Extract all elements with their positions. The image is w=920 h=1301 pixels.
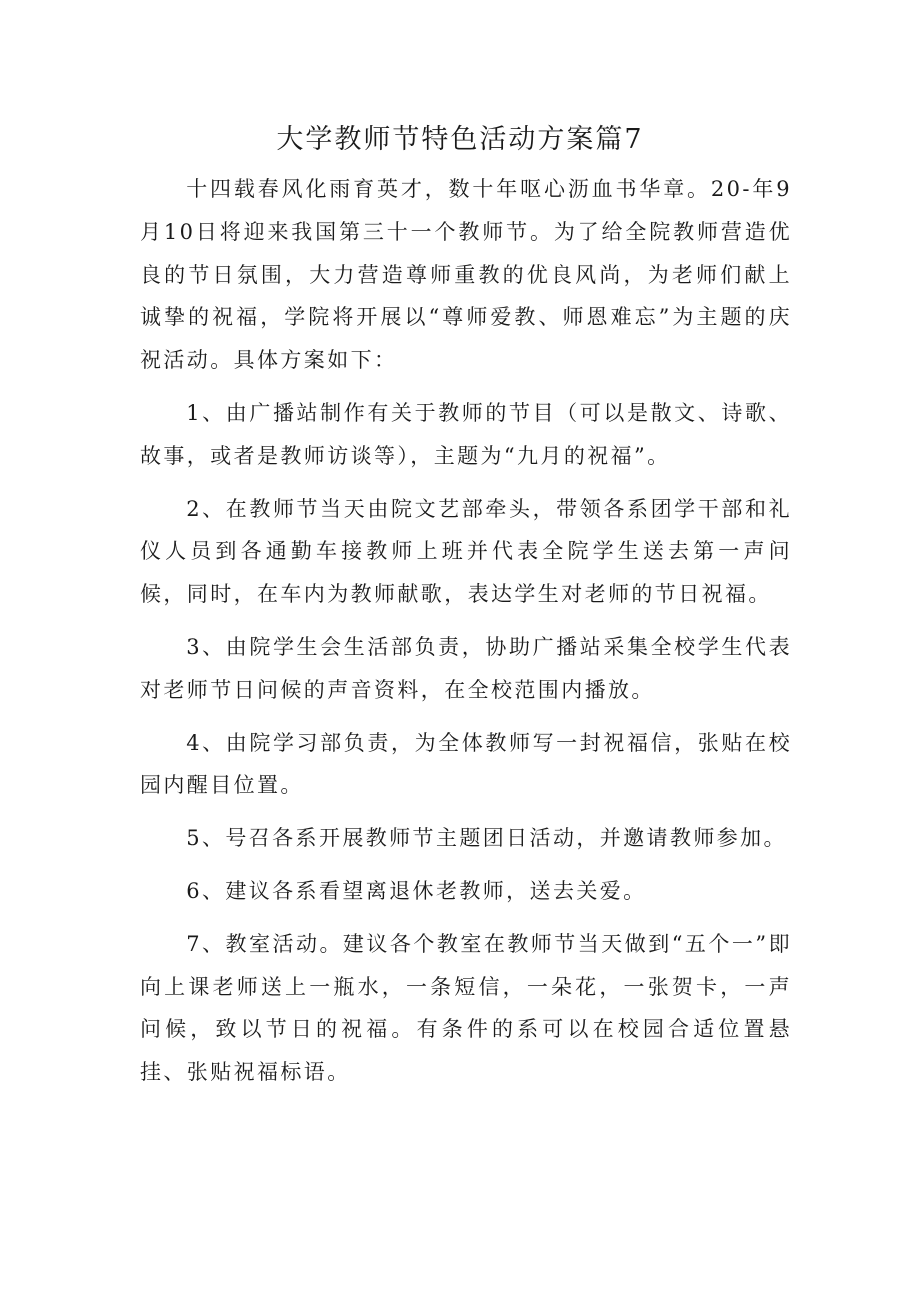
paragraph-item-7: 7、教室活动。建议各个教室在教师节当天做到“五个一”即向上课老师送上一瓶水，一条短信，一朵花，一张贺卡，一声问候，致以节日的祝福。有条件的系可以在校园合适位置悬挂、张贴祝福标语。 [140,931,792,1085]
paragraph-item-1: 1、由广播站制作有关于教师的节目（可以是散文、诗歌、故事，或者是教师访谈等），主题为“九月的祝福”。 [140,400,792,468]
document-body [140,168,792,1104]
paragraph-item-3: 3、由院学生会生活部负责，协助广播站采集全校学生代表对老师节日问候的声音资料，在全校范围内播放。 [140,634,792,702]
paragraph-item-4: 4、由院学习部负责，为全体教师写一封祝福信，张贴在校园内醒目位置。 [140,730,792,798]
paragraph-item-5: 5、号召各系开展教师节主题团日活动，并邀请教师参加。 [186,826,787,851]
paragraph-item-6: 6、建议各系看望离退休老教师，送去关爱。 [186,878,647,903]
document-title: 大学教师节特色活动方案篇7 [276,124,644,155]
paragraph-intro: 十四载春风化雨育英才，数十年呕心沥血书华章。20-年9月10日将迎来我国第三十一个教师节。为了给全院教师营造优良的节日氛围，大力营造尊师重教的优良风尚，为老师们献上诚挚的祝福，学院将开展以“尊师爱教、师恩难忘”为主题的庆祝活动。具体方案如下： [140,177,792,373]
paragraph-item-2: 2、在教师节当天由院文艺部牵头，带领各系团学干部和礼仪人员到各通勤车接教师上班并代表全院学生送去第一声问候，同时，在车内为教师献歌，表达学生对老师的节日祝福。 [140,496,792,607]
